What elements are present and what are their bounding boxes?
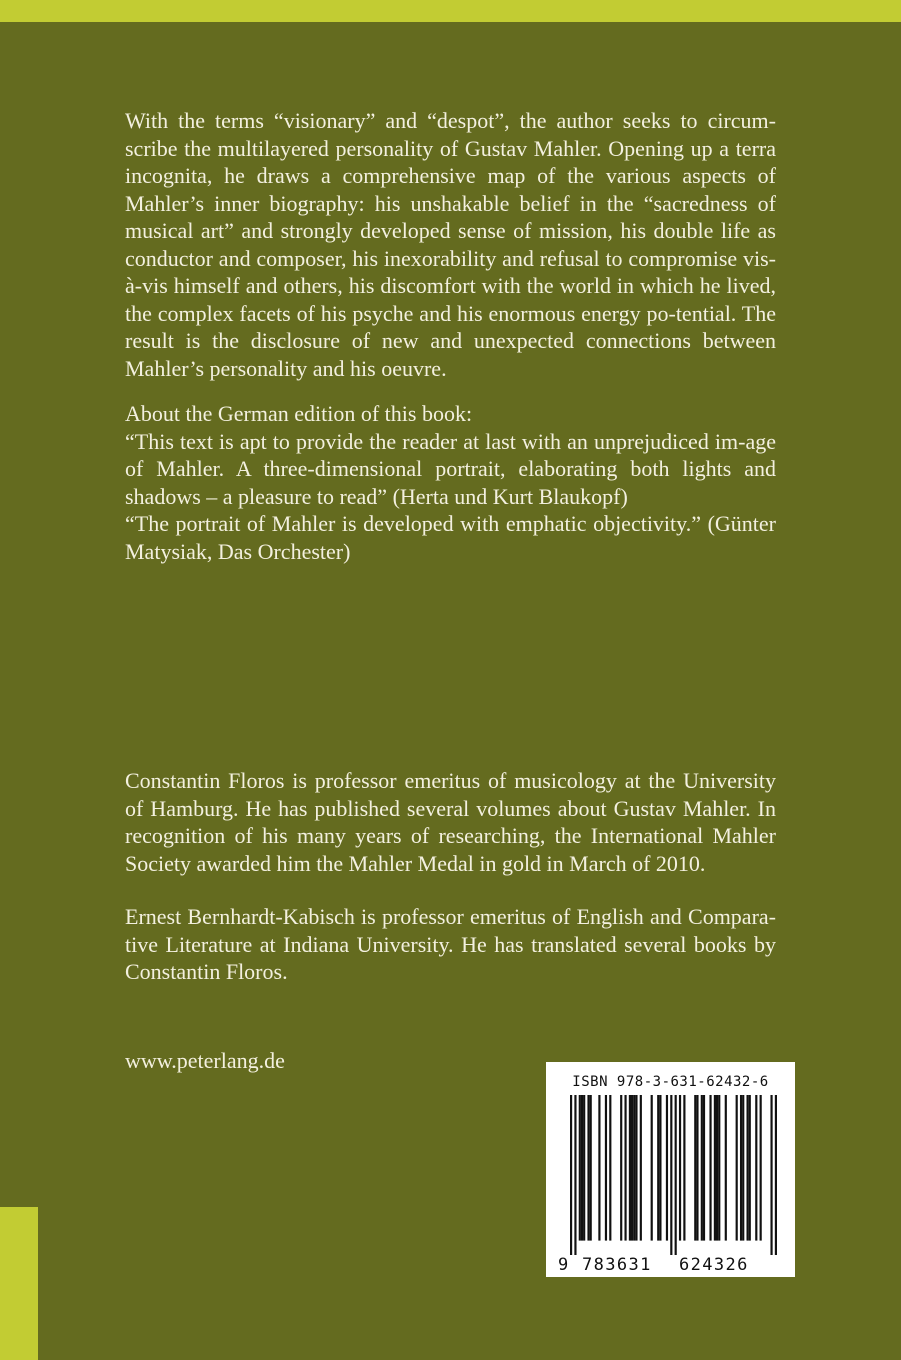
barcode-guard-bar (775, 1095, 777, 1255)
barcode-bar (666, 1095, 668, 1241)
review-quote-matysiak: “The portrait of Mahler is developed with emphatic objectivity.” (Günter Matysiak, Das Orchester) (125, 511, 776, 564)
barcode-bar (651, 1095, 653, 1241)
top-accent-band (0, 0, 901, 22)
blurb-paragraph: With the terms “visionary” and “despot”, the author seeks to circum-scribe the multilayered personality of Gustav Mahler. Opening up a terra incognita, he draws a comprehensive map of the various aspects of Mahler’s inner biography: his unshakable belief in the “sacredness of musical art” and strongly developed sense of mission, his double life as conductor and composer, his inexorability and refusal to compromise vis-à-vis himself and others, his discomfort with the world in which he lived, the complex facets of his psyche and his enormous energy po-tential. The result is the disclosure of new and unexpected connections between Mahler’s personality and his oeuvre. (125, 108, 776, 381)
review-quote-blaukopf: “This text is apt to provide the reader at last with an unprejudiced im-age of Mahler. A three-dimensional portrait, elaborating both lights and shadows – a pleasure to read” (Herta und Kurt Blaukopf) (125, 428, 776, 509)
reviews-heading: About the German edition of this book: (125, 401, 473, 426)
translator-bio (125, 903, 776, 986)
barcode-bar (587, 1095, 589, 1241)
barcode-bar (590, 1095, 592, 1241)
barcode-bar (631, 1095, 633, 1241)
barcode-bar (683, 1095, 685, 1241)
barcode-bars (570, 1095, 777, 1255)
barcode-left-digits: 783631 (582, 1255, 652, 1275)
translator-bio-text: Ernest Bernhardt-Kabisch is professor emeritus of English and Compara-tive Literature at Indiana University. He has translated several books by Constantin Floros. (125, 904, 776, 984)
barcode-bar (640, 1095, 642, 1241)
barcode-bar (635, 1095, 637, 1241)
barcode-guard-bar (670, 1095, 672, 1255)
barcode-bar (760, 1095, 762, 1241)
reviews-section (125, 400, 776, 565)
barcode-bar (755, 1095, 757, 1241)
barcode-bar (718, 1095, 720, 1241)
barcode-bar (633, 1095, 635, 1241)
barcode-bar (605, 1095, 607, 1241)
barcode-bar (703, 1095, 705, 1241)
barcode-bar (679, 1095, 681, 1241)
barcode-bar (694, 1095, 696, 1241)
barcode-bar (746, 1095, 748, 1241)
barcode-bar (620, 1095, 622, 1241)
barcode-bar (740, 1095, 742, 1241)
barcode-bar (657, 1095, 659, 1241)
barcode-bar (629, 1095, 631, 1241)
barcode-bar (579, 1095, 581, 1241)
barcode-bar (598, 1095, 600, 1241)
barcode-bar (659, 1095, 661, 1241)
barcode-bar (725, 1095, 727, 1241)
isbn-label: ISBN 978-3-631-62432-6 (572, 1074, 769, 1090)
barcode-bar (716, 1095, 718, 1241)
barcode-bar (701, 1095, 703, 1241)
barcode-bar (609, 1095, 611, 1241)
book-blurb (125, 107, 776, 382)
barcode-bar (583, 1095, 585, 1241)
publisher-website-link[interactable]: www.peterlang.de (125, 1048, 285, 1073)
barcode-guard-bar (570, 1095, 572, 1255)
barcode-lead-digit: 9 (558, 1255, 569, 1275)
barcode-guard-bar (675, 1095, 677, 1255)
barcode-bar (581, 1095, 583, 1241)
author-bio (125, 767, 776, 877)
barcode-bar (709, 1095, 711, 1241)
barcode-right-digits: 624326 (679, 1255, 749, 1275)
barcode-guard-bar (770, 1095, 772, 1255)
corner-accent-band (0, 1207, 38, 1360)
barcode-bar (714, 1095, 716, 1241)
barcode-bar (742, 1095, 744, 1241)
barcode-bar (749, 1095, 751, 1241)
barcode-bar (624, 1095, 626, 1241)
author-bio-text: Constantin Floros is professor emeritus of musicology at the University of Hamburg. He has published several volumes about Gustav Mahler. In recognition of his many years of researching, the International Mahler Society awarded him the Mahler Medal in gold in March of 2010. (125, 768, 776, 876)
barcode-bar (696, 1095, 698, 1241)
barcode-guard-bar (574, 1095, 576, 1255)
barcode-bar (736, 1095, 738, 1241)
isbn-barcode (546, 1062, 795, 1277)
